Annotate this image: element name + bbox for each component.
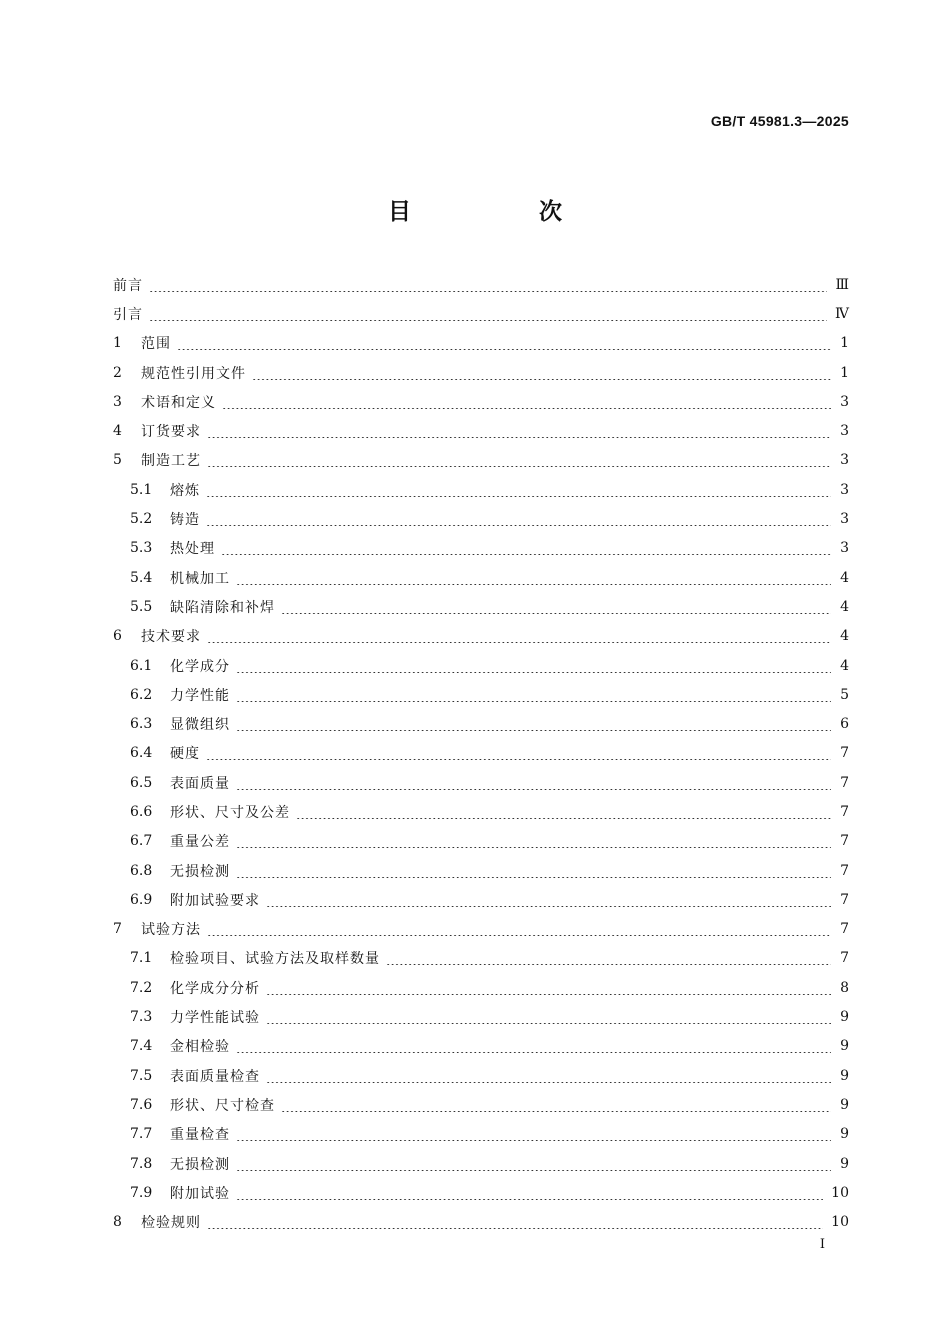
dot-leader — [221, 541, 831, 555]
toc-entry-page: 3 — [840, 452, 849, 469]
toc-entry[interactable] — [113, 797, 849, 826]
toc-entry-label: 附加试验 — [170, 1185, 230, 1202]
toc-entry-number: 7 — [113, 921, 122, 938]
dot-leader — [266, 1069, 831, 1083]
dot-leader — [236, 776, 831, 790]
toc-entry-label: 表面质量 — [170, 775, 230, 792]
toc-entry-number: 5 — [113, 452, 122, 469]
dot-leader — [177, 336, 831, 350]
toc-entry[interactable] — [113, 1032, 849, 1061]
toc-entry-page: 10 — [831, 1214, 849, 1231]
toc-entry-page: 7 — [840, 950, 849, 967]
dot-leader — [266, 981, 831, 995]
standard-number: GB/T 45981.3—2025 — [710, 113, 849, 129]
toc-entry[interactable] — [113, 475, 849, 504]
dot-leader — [207, 922, 831, 936]
toc-entry-page: 6 — [840, 716, 849, 733]
toc-entry-number: 6.5 — [130, 774, 153, 791]
toc-entry-number: 7.4 — [130, 1038, 153, 1055]
toc-entry-number: 5.4 — [130, 569, 153, 586]
toc-entry-label: 引言 — [113, 306, 143, 323]
dot-leader — [236, 864, 831, 878]
toc-entry-number: 7.7 — [130, 1126, 153, 1143]
toc-entry-label: 力学性能试验 — [170, 1010, 260, 1027]
toc-entry-page: 9 — [840, 1126, 849, 1143]
toc-entry[interactable] — [113, 1208, 849, 1237]
toc-entry-label: 重量公差 — [170, 834, 230, 851]
toc-entry-label: 机械加工 — [170, 570, 230, 587]
toc-entry-label: 重量检查 — [170, 1127, 230, 1144]
toc-entry[interactable] — [113, 1002, 849, 1031]
toc-entry-page: 9 — [840, 1009, 849, 1026]
dot-leader — [207, 424, 831, 438]
toc-entry[interactable] — [113, 446, 849, 475]
dot-leader — [236, 659, 831, 673]
toc-entry[interactable] — [113, 270, 849, 299]
toc-entry-number: 6.7 — [130, 833, 153, 850]
toc-entry-number: 6.4 — [130, 745, 153, 762]
toc-entry[interactable] — [113, 592, 849, 621]
toc-entry-number: 6.6 — [130, 803, 153, 820]
toc-entry-label: 试验方法 — [141, 922, 201, 939]
toc-entry-label: 无损检测 — [170, 1156, 230, 1173]
toc-entry-page: 3 — [840, 511, 849, 528]
toc-entry-label: 检验规则 — [141, 1215, 201, 1232]
toc-entry-label: 无损检测 — [170, 863, 230, 880]
toc-entry-label: 硬度 — [170, 746, 200, 763]
dot-leader — [236, 571, 831, 585]
toc-entry-label: 力学性能 — [170, 687, 230, 704]
dot-leader — [206, 483, 831, 497]
toc-entry-label: 前言 — [113, 277, 143, 294]
dot-leader — [236, 834, 831, 848]
toc-entry-page: 8 — [840, 979, 849, 996]
toc-entry-number: 6.3 — [130, 716, 153, 733]
toc-entry-page: 3 — [840, 393, 849, 410]
dot-leader — [236, 1039, 831, 1053]
toc-entry-label: 范围 — [141, 336, 171, 353]
toc-entry-page: 1 — [840, 364, 849, 381]
dot-leader — [281, 600, 831, 614]
toc-entry-number: 4 — [113, 423, 122, 440]
toc-entry[interactable] — [113, 915, 849, 944]
toc-entry-number: 8 — [113, 1214, 122, 1231]
dot-leader — [206, 746, 831, 760]
toc-entry-page: 7 — [840, 774, 849, 791]
toc-entry-number: 1 — [113, 335, 122, 352]
toc-entry-page: 7 — [840, 862, 849, 879]
toc-entry-page: 4 — [840, 569, 849, 586]
toc-entry-page: 9 — [840, 1038, 849, 1055]
dot-leader — [207, 629, 831, 643]
toc-entry[interactable] — [113, 534, 849, 563]
toc-entry[interactable] — [113, 416, 849, 445]
toc-entry[interactable] — [113, 622, 849, 651]
toc-entry-page: 9 — [840, 1096, 849, 1113]
toc-entry-page: 4 — [840, 657, 849, 674]
toc-entry[interactable] — [113, 1061, 849, 1090]
toc-entry-page: 10 — [831, 1184, 849, 1201]
toc-entry[interactable] — [113, 944, 849, 973]
toc-entry-label: 技术要求 — [141, 629, 201, 646]
toc-entry-label: 表面质量检查 — [170, 1068, 260, 1085]
toc-entry-label: 熔炼 — [170, 482, 200, 499]
toc-entry[interactable] — [113, 1120, 849, 1149]
toc-entry[interactable] — [113, 1178, 849, 1207]
dot-leader — [207, 1215, 823, 1229]
dot-leader — [236, 1186, 823, 1200]
toc-entry-number: 5.3 — [130, 540, 153, 557]
toc-entry-label: 化学成分分析 — [170, 980, 260, 997]
toc-entry-label: 形状、尺寸及公差 — [170, 804, 290, 821]
toc-entry-page: 7 — [840, 745, 849, 762]
dot-leader — [206, 512, 831, 526]
toc-entry-label: 缺陷清除和补焊 — [170, 599, 275, 616]
page-title: 目 次 — [387, 199, 622, 225]
toc-entry[interactable] — [113, 358, 849, 387]
toc-entry[interactable] — [113, 1090, 849, 1119]
toc-entry[interactable] — [113, 768, 849, 797]
toc-entry[interactable] — [113, 973, 849, 1002]
toc-entry-page: 9 — [840, 1155, 849, 1172]
toc-entry-page: 7 — [840, 833, 849, 850]
toc-entry-page: 7 — [840, 803, 849, 820]
toc-entry-page: 5 — [840, 686, 849, 703]
dot-leader — [236, 688, 831, 702]
toc-entry-page: 9 — [840, 1067, 849, 1084]
dot-leader — [222, 395, 831, 409]
toc-entry-page: 3 — [840, 540, 849, 557]
dot-leader — [236, 1127, 831, 1141]
dot-leader — [386, 951, 831, 965]
toc-entry[interactable] — [113, 563, 849, 592]
toc-entry-label: 检验项目、试验方法及取样数量 — [170, 951, 380, 968]
toc-entry-number: 7.9 — [130, 1184, 153, 1201]
toc-entry-label: 附加试验要求 — [170, 892, 260, 909]
toc-entry-number: 6 — [113, 628, 122, 645]
dot-leader — [252, 366, 831, 380]
toc-entry[interactable] — [113, 387, 849, 416]
dot-leader — [266, 893, 831, 907]
toc-entry[interactable] — [113, 885, 849, 914]
toc-entry-number: 7.8 — [130, 1155, 153, 1172]
page-number: I — [819, 1237, 825, 1252]
toc-entry-page: 4 — [840, 598, 849, 615]
dot-leader — [296, 805, 831, 819]
toc-entry-label: 术语和定义 — [141, 394, 216, 411]
toc-entry-page: 3 — [840, 423, 849, 440]
toc-entry[interactable] — [113, 329, 849, 358]
toc-entry-label: 金相检验 — [170, 1039, 230, 1056]
toc-entry-number: 2 — [113, 364, 122, 381]
toc-entry-number: 7.5 — [130, 1067, 153, 1084]
table-of-contents — [113, 270, 849, 1237]
toc-entry-number: 6.9 — [130, 891, 153, 908]
toc-entry-label: 显微组织 — [170, 717, 230, 734]
toc-entry-label: 形状、尺寸检查 — [170, 1097, 275, 1114]
dot-leader — [281, 1098, 831, 1112]
toc-entry[interactable] — [113, 827, 849, 856]
toc-entry[interactable] — [113, 680, 849, 709]
toc-entry-label: 规范性引用文件 — [141, 365, 246, 382]
toc-entry-page: 7 — [840, 921, 849, 938]
toc-entry[interactable] — [113, 1149, 849, 1178]
toc-entry-page: 7 — [840, 891, 849, 908]
toc-entry-page: 3 — [840, 481, 849, 498]
toc-entry-number: 7.1 — [130, 950, 153, 967]
toc-entry-label: 化学成分 — [170, 658, 230, 675]
toc-entry[interactable] — [113, 739, 849, 768]
toc-entry[interactable] — [113, 856, 849, 885]
toc-entry-page: 1 — [840, 335, 849, 352]
toc-entry-page: 4 — [840, 628, 849, 645]
dot-leader — [149, 278, 827, 292]
toc-entry-page: Ⅳ — [835, 305, 849, 322]
toc-entry[interactable] — [113, 504, 849, 533]
dot-leader — [149, 307, 827, 321]
toc-entry-number: 6.2 — [130, 686, 153, 703]
dot-leader — [236, 1157, 831, 1171]
toc-entry-label: 制造工艺 — [141, 453, 201, 470]
toc-entry-number: 5.5 — [130, 598, 153, 615]
toc-entry[interactable] — [113, 299, 849, 328]
toc-entry-number: 6.8 — [130, 862, 153, 879]
toc-entry-page: Ⅲ — [835, 276, 849, 293]
toc-entry-number: 7.3 — [130, 1009, 153, 1026]
toc-entry-number: 7.6 — [130, 1096, 153, 1113]
toc-entry[interactable] — [113, 709, 849, 738]
toc-entry-label: 热处理 — [170, 541, 215, 558]
toc-entry[interactable] — [113, 651, 849, 680]
toc-entry-label: 铸造 — [170, 512, 200, 529]
dot-leader — [266, 1010, 831, 1024]
toc-entry-number: 3 — [113, 393, 122, 410]
toc-entry-label: 订货要求 — [141, 424, 201, 441]
toc-entry-number: 6.1 — [130, 657, 153, 674]
dot-leader — [236, 717, 831, 731]
dot-leader — [207, 453, 831, 467]
toc-entry-number: 7.2 — [130, 979, 153, 996]
toc-entry-number: 5.1 — [130, 481, 153, 498]
toc-entry-number: 5.2 — [130, 511, 153, 528]
